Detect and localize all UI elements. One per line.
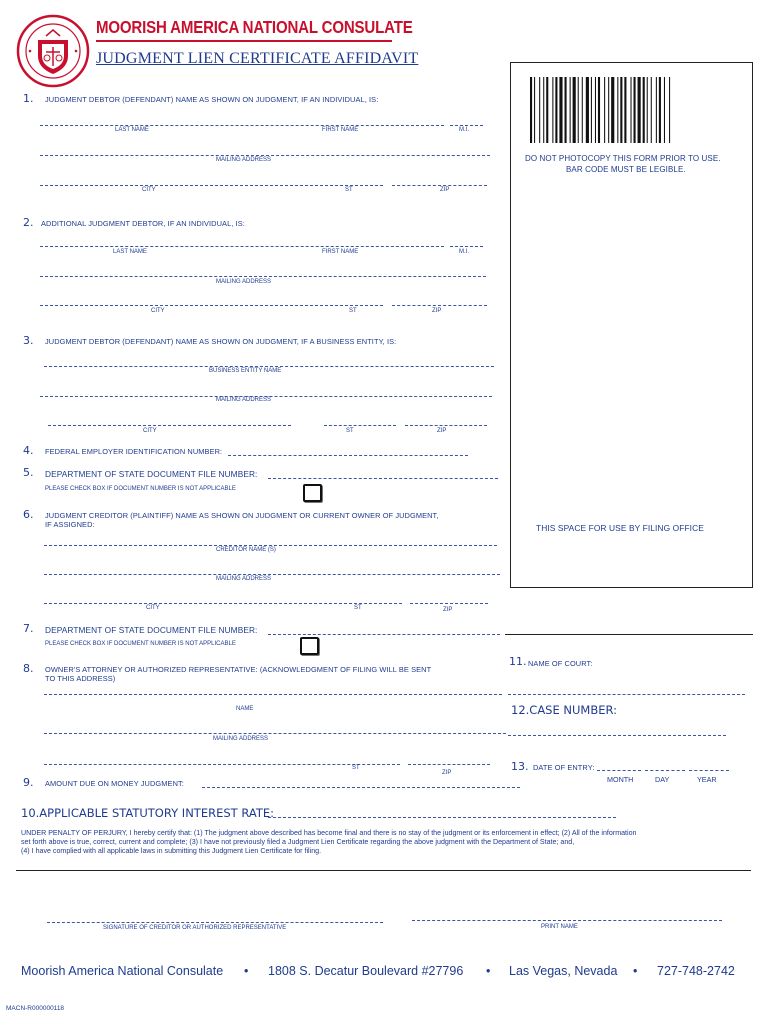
s1-zip-line[interactable]: [392, 185, 487, 186]
section-4-label: FEDERAL EMPLOYER IDENTIFICATION NUMBER:: [45, 447, 223, 456]
s6-creditor-caption: CREDITOR NAME (S): [216, 547, 276, 553]
consulate-seal: [16, 14, 90, 88]
s1-mi-caption: M.I.: [459, 127, 469, 133]
form-subtitle: JUDGMENT LIEN CERTIFICATE AFFIDAVIT: [96, 50, 419, 67]
footer-bullet-1: •: [244, 964, 249, 978]
s6-city-caption: CITY: [146, 605, 160, 611]
section-9-label: AMOUNT DUE ON MONEY JUDGMENT:: [45, 779, 184, 788]
s3-business-line[interactable]: [44, 366, 494, 367]
section-1-label: JUDGMENT DEBTOR (DEFENDANT) NAME AS SHOWN ON JUDGMENT, IF AN INDIVIDUAL, IS:: [45, 95, 379, 104]
section-2-number: 2.: [23, 216, 34, 229]
section-4-number: 4.: [23, 444, 34, 457]
form-title: MOORISH AMERICA NATIONAL CONSULATE: [96, 17, 413, 37]
s6-mailing-caption: MAILING ADDRESS: [216, 576, 272, 582]
section-5-label: DEPARTMENT OF STATE DOCUMENT FILE NUMBER:: [45, 469, 258, 479]
s1-name-line[interactable]: [40, 125, 444, 126]
section-9-number: 9.: [23, 776, 34, 789]
barcode-note-1: DO NOT PHOTOCOPY THIS FORM PRIOR TO USE.: [525, 154, 721, 163]
s13-month-line[interactable]: [597, 770, 641, 771]
footer-city: Las Vegas, Nevada: [509, 964, 618, 978]
s2-city-line[interactable]: [40, 305, 383, 306]
section-6-label-1: JUDGMENT CREDITOR (PLAINTIFF) NAME AS SHOWN ON JUDGMENT OR CURRENT OWNER OF JUDGMENT,: [45, 511, 439, 520]
section-10-label: 10.APPLICABLE STATUTORY INTEREST RATE:: [21, 806, 274, 820]
section-1-number: 1.: [23, 92, 34, 105]
s3-st-line[interactable]: [324, 425, 396, 426]
s1-st-caption: ST: [345, 187, 353, 193]
section-13-label: DATE OF ENTRY:: [533, 763, 595, 772]
s6-mailing-line[interactable]: [44, 574, 500, 575]
perjury-line-1: UNDER PENALTY OF PERJURY, I hereby certify that: (1) The judgment above described has become final and there is no stay of the judgment or its enforcement in effect; (2) All of the information: [21, 829, 637, 837]
barcode-note-2: BAR CODE MUST BE LEGIBLE.: [566, 165, 686, 174]
section-12-label: 12.CASE NUMBER:: [511, 703, 618, 717]
s3-city-caption: CITY: [143, 428, 157, 434]
footer-bullet-3: •: [633, 964, 638, 978]
s2-st-caption: ST: [349, 308, 357, 314]
s13-day-line[interactable]: [645, 770, 685, 771]
s6-zip-caption: ZIP: [443, 607, 453, 613]
s3-zip-line[interactable]: [405, 425, 487, 426]
s3-city-line[interactable]: [48, 425, 291, 426]
filing-office-label: THIS SPACE FOR USE BY FILING OFFICE: [536, 523, 704, 533]
footer-bullet-2: •: [486, 964, 491, 978]
s2-zip-caption: ZIP: [432, 308, 442, 314]
section-11-label: NAME OF COURT:: [528, 659, 593, 668]
s8-name-line[interactable]: [44, 694, 502, 695]
s8-city-line[interactable]: [44, 764, 400, 765]
s1-city-caption: CITY: [142, 187, 156, 193]
section-8-label-1: OWNER'S ATTORNEY OR AUTHORIZED REPRESENTATIVE: (ACKNOWLEDGMENT OF FILING WILL BE SENT: [45, 665, 432, 674]
s2-first-caption: FIRST NAME: [322, 249, 359, 255]
form-id: MACN-R000000118: [6, 1005, 65, 1012]
section-11-number: 11.: [509, 655, 527, 668]
section-2-label: ADDITIONAL JUDGMENT DEBTOR, IF AN INDIVIDUAL, IS:: [41, 219, 245, 228]
s7-not-applicable-checkbox[interactable]: [300, 637, 319, 655]
s5-not-applicable-checkbox[interactable]: [303, 484, 322, 502]
section-3-label: JUDGMENT DEBTOR (DEFENDANT) NAME AS SHOWN ON JUDGMENT, IF A BUSINESS ENTITY, IS:: [45, 337, 397, 346]
s13-month-caption: MONTH: [607, 775, 634, 784]
s5-check-label: PLEASE CHECK BOX IF DOCUMENT NUMBER IS NOT APPLICABLE: [45, 486, 236, 492]
s4-fein-line[interactable]: [228, 455, 468, 456]
s1-last-caption: LAST NAME: [115, 127, 149, 133]
section-3-number: 3.: [23, 334, 34, 347]
section-7-number: 7.: [23, 622, 34, 635]
s3-zip-caption: ZIP: [437, 428, 447, 434]
footer-address: 1808 S. Decatur Boulevard #27796: [268, 964, 464, 978]
s10-rate-line[interactable]: [268, 817, 616, 818]
s9-amount-line[interactable]: [202, 787, 520, 788]
s5-file-number-line[interactable]: [268, 478, 498, 479]
statement-rule: [16, 870, 751, 871]
perjury-line-2: set forth above is true, correct, current and complete; (3) I have not previously filed a Judgment Lien Certificate regarding the above judgment with the Department of State; and,: [21, 838, 575, 846]
print-name-caption: PRINT NAME: [541, 924, 578, 930]
s7-check-label: PLEASE CHECK BOX IF DOCUMENT NUMBER IS NOT APPLICABLE: [45, 641, 236, 647]
signature-caption: SIGNATURE OF CREDITOR OR AUTHORIZED REPRESENTATIVE: [103, 925, 287, 931]
s13-year-caption: YEAR: [697, 775, 717, 784]
s2-last-caption: LAST NAME: [113, 249, 147, 255]
s2-mailing-caption: MAILING ADDRESS: [216, 279, 272, 285]
section-8-number: 8.: [23, 662, 34, 675]
s11-court-line[interactable]: [508, 694, 745, 695]
section-6-label-2: IF ASSIGNED:: [45, 520, 95, 529]
s1-first-caption: FIRST NAME: [322, 127, 359, 133]
s1-mi-line[interactable]: [450, 125, 483, 126]
s3-st-caption: ST: [346, 428, 354, 434]
s6-city-line[interactable]: [44, 603, 402, 604]
s2-city-caption: CITY: [151, 308, 165, 314]
s3-mailing-caption: MAILING ADDRESS: [216, 397, 272, 403]
s7-file-number-line[interactable]: [268, 634, 500, 635]
s12-case-line[interactable]: [508, 735, 726, 736]
s8-mailing-caption: MAILING ADDRESS: [213, 736, 269, 742]
s1-mailing-line[interactable]: [40, 155, 490, 156]
s1-mailing-caption: MAILING ADDRESS: [216, 157, 272, 163]
s6-st-caption: ST: [354, 605, 362, 611]
s8-zip-caption: ZIP: [442, 770, 452, 776]
footer-phone: 727-748-2742: [657, 964, 735, 978]
s1-city-line[interactable]: [40, 185, 383, 186]
section-7-label: DEPARTMENT OF STATE DOCUMENT FILE NUMBER:: [45, 625, 258, 635]
s2-mailing-line[interactable]: [40, 276, 486, 277]
s8-mailing-line[interactable]: [44, 733, 506, 734]
s8-zip-line[interactable]: [408, 764, 490, 765]
s7-right-rule: [505, 634, 753, 635]
footer-org: Moorish America National Consulate: [21, 964, 224, 978]
s13-year-line[interactable]: [689, 770, 729, 771]
section-8-label-2: TO THIS ADDRESS): [45, 674, 116, 683]
perjury-line-3: (4) I have complied with all applicable laws in submitting this Judgment Lien Certificate for filing.: [21, 847, 322, 855]
section-5-number: 5.: [23, 466, 34, 479]
barcode: [530, 77, 742, 143]
section-6-number: 6.: [23, 508, 34, 521]
s2-mi-line[interactable]: [450, 246, 483, 247]
s2-name-line[interactable]: [40, 246, 444, 247]
title-underline: [96, 40, 392, 42]
s3-business-caption: BUSINESS ENTITY NAME: [209, 368, 282, 374]
s6-zip-line[interactable]: [410, 603, 488, 604]
section-13-number: 13.: [511, 760, 529, 773]
signature-line[interactable]: [47, 922, 383, 923]
s2-mi-caption: M.I.: [459, 249, 469, 255]
s8-name-caption: NAME: [236, 706, 254, 712]
print-name-line[interactable]: [412, 920, 722, 921]
s2-zip-line[interactable]: [392, 305, 487, 306]
s1-zip-caption: ZIP: [440, 187, 450, 193]
s6-creditor-line[interactable]: [44, 545, 497, 546]
s13-day-caption: DAY: [655, 775, 670, 784]
s8-st-caption: ST: [352, 765, 360, 771]
